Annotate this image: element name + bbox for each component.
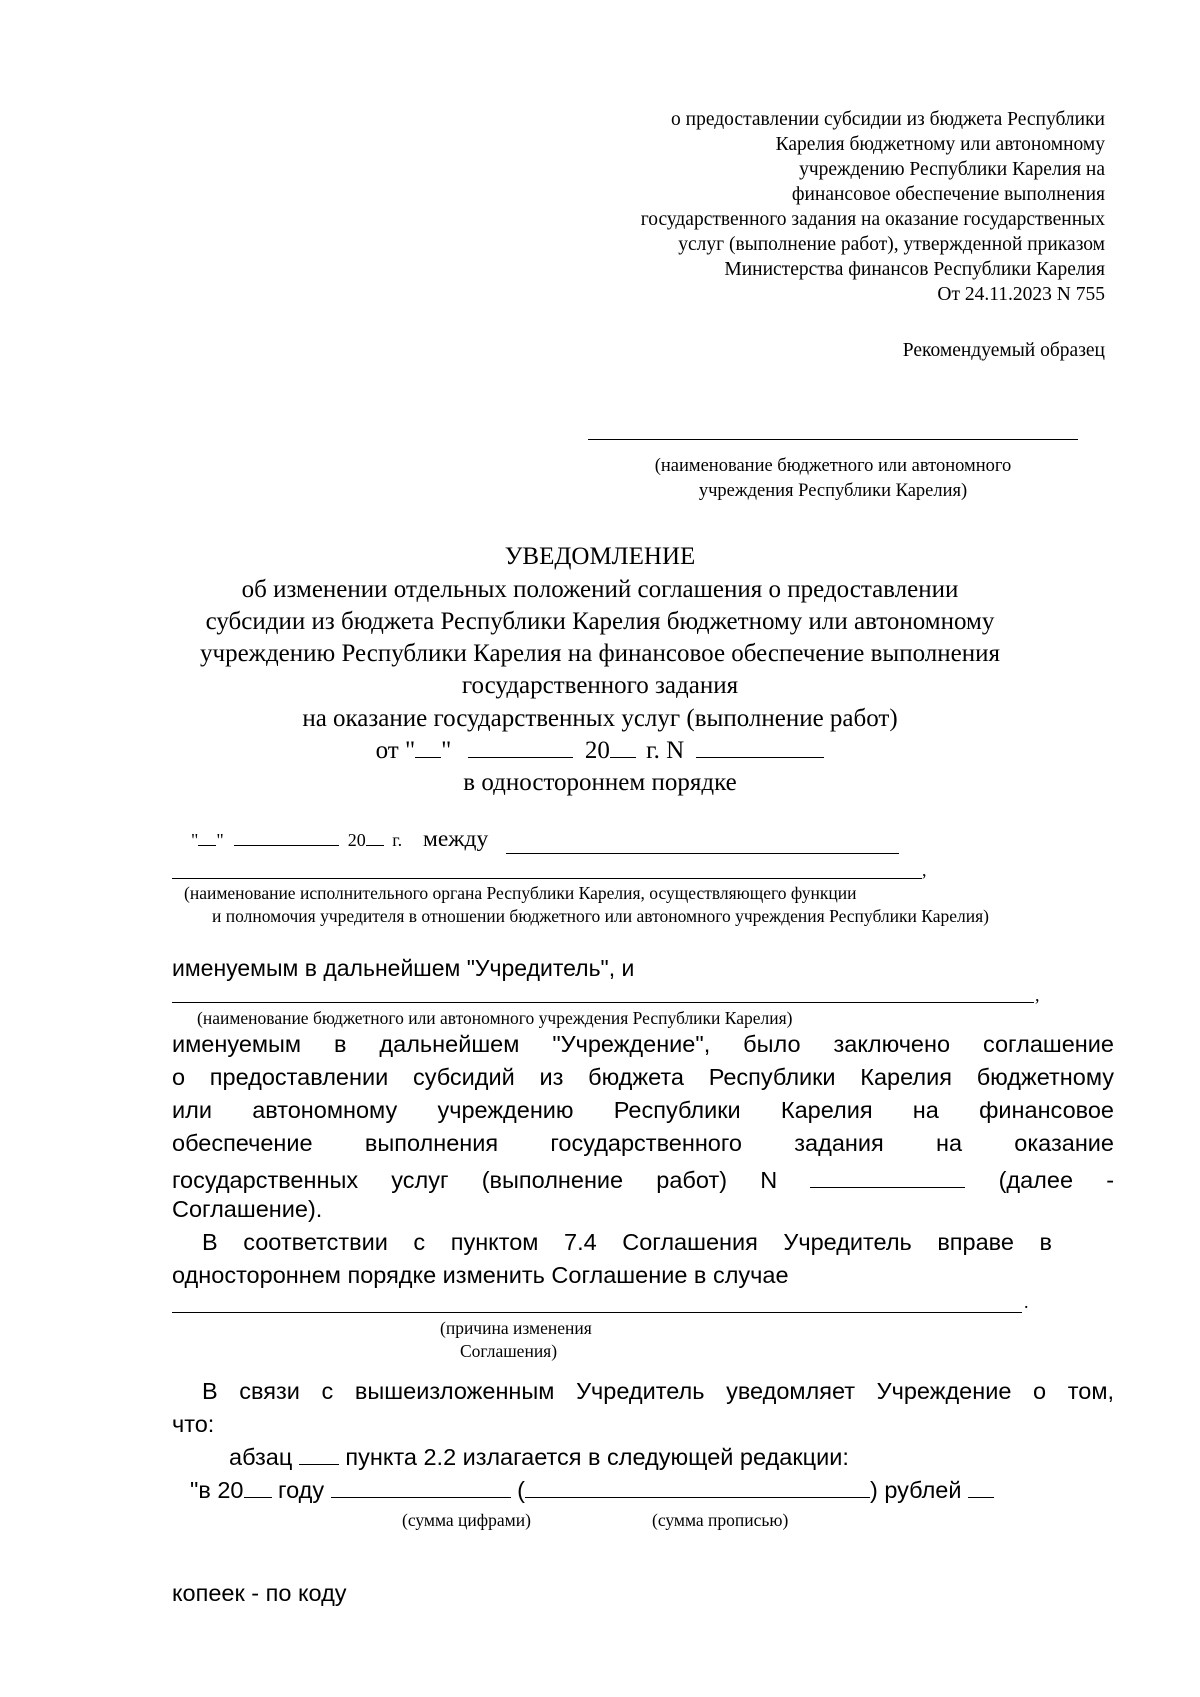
text: году [278, 1477, 325, 1503]
paragraph-line: В связи с вышеизложенным Учредитель уведомляет Учреждение о том, [202, 1378, 1114, 1404]
year-g: г. [392, 830, 403, 850]
kopeks-blank [968, 1477, 994, 1498]
text: рублей [884, 1477, 962, 1503]
amount-words-blank [525, 1477, 870, 1498]
title-line: об изменении отдельных положений соглашения о предоставлении [241, 576, 959, 603]
founder-caption: (наименование исполнительного органа Республики Карелия, осуществляющего функции [184, 883, 857, 903]
paragraph-line: Соглашение). [172, 1196, 323, 1222]
number-blank [696, 757, 824, 758]
date-prefix: от " [375, 737, 416, 764]
text: абзац [229, 1444, 293, 1470]
period: . [1024, 1292, 1029, 1312]
date-g-n: г. N [646, 737, 685, 764]
header-line: Министерства финансов Республики Карелия [724, 259, 1105, 280]
paragraph-line: или автономному учреждению Республики Карелия на финансовое [172, 1097, 1114, 1123]
comma: , [1035, 985, 1040, 1005]
amount-digits-caption: (сумма цифрами) [402, 1510, 531, 1530]
month-blank [468, 757, 573, 758]
comma: , [922, 860, 927, 880]
recommended-sample-label: Рекомендуемый образец [902, 340, 1105, 361]
reason-caption: Соглашения) [460, 1341, 558, 1361]
paragraph-line: обеспечение выполнения государственного задания на оказание [172, 1130, 1114, 1156]
header-line: финансовое обеспечение выполнения [791, 184, 1105, 205]
text: ) [870, 1477, 878, 1503]
header-line: услуг (выполнение работ), утвержденной приказом [678, 234, 1105, 255]
year: 20 [347, 830, 366, 850]
between-date-line [191, 830, 402, 851]
document-title: УВЕДОМЛЕНИЕ [504, 543, 696, 570]
paragraph-line: одностороннем порядке изменить Соглашение в случае [172, 1262, 789, 1288]
year-blank [366, 845, 384, 846]
text: (далее - [998, 1167, 1115, 1193]
title-line: учреждению Республики Карелия на финансовое обеспечение выполнения [200, 640, 1000, 667]
title-date-line [0, 735, 1200, 767]
title-line: на оказание государственных услуг (выполнение работ) [302, 705, 898, 732]
recipient-caption: учреждения Республики Карелия) [698, 481, 968, 501]
founder-name-line [506, 853, 899, 854]
day-blank [198, 845, 216, 846]
recipient-name-line [588, 439, 1078, 440]
header-line: От 24.11.2023 N 755 [937, 284, 1105, 305]
amount-digits-blank [331, 1477, 511, 1498]
reason-caption: (причина изменения [440, 1318, 592, 1338]
title-line: государственного задания [461, 672, 739, 699]
between-word: между [423, 826, 489, 852]
paragraph-line: что: [172, 1411, 215, 1437]
year-blank [610, 757, 636, 758]
reason-line [172, 1312, 1022, 1313]
day-blank [415, 757, 441, 758]
founder-text: именуемым в дальнейшем "Учредитель", и [172, 955, 635, 981]
quote: " [216, 830, 224, 850]
title-order: в одностороннем порядке [463, 769, 737, 796]
date-quote: " [441, 737, 452, 764]
amount-words-caption: (сумма прописью) [652, 1510, 789, 1530]
abzac-line [229, 1444, 849, 1471]
agreement-number-blank [810, 1163, 965, 1188]
words: государственных услуг (выполнение работ) N [172, 1167, 778, 1193]
paragraph-line: о предоставлении субсидий из бюджета Республики Карелия бюджетному [172, 1064, 1114, 1090]
year-blank [244, 1477, 272, 1498]
abzac-number-blank [299, 1444, 339, 1465]
founder-caption: и полномочия учредителя в отношении бюджетного или автономного учреждения Республики Карелия) [212, 906, 989, 926]
month-blank [234, 845, 339, 846]
header-line: учреждению Республики Карелия на [799, 159, 1105, 180]
institution-caption: (наименование бюджетного или автономного учреждения Республики Карелия) [197, 1008, 793, 1028]
text: ( [517, 1477, 525, 1503]
header-line: Карелия бюджетному или автономному [775, 134, 1105, 155]
title-line: субсидии из бюджета Республики Карелия бюджетному или автономному [205, 608, 995, 635]
founder-name-line-2 [172, 878, 922, 879]
header-line: государственного задания на оказание государственных [640, 209, 1105, 230]
date-year: 20 [584, 737, 610, 764]
institution-name-line [172, 1002, 1034, 1003]
paragraph-line: именуемым в дальнейшем "Учреждение", было заключено соглашение [172, 1031, 1114, 1057]
paragraph-line [172, 1163, 1114, 1194]
quote: " [191, 830, 199, 850]
text: "в 20 [190, 1477, 244, 1503]
header-line: о предоставлении субсидии из бюджета Республики [671, 109, 1105, 130]
paragraph-line: В соответствии с пунктом 7.4 Соглашения Учредитель вправе в [202, 1229, 1052, 1255]
recipient-caption: (наименование бюджетного или автономного [654, 456, 1012, 476]
text: пункта 2.2 излагается в следующей редакции: [345, 1444, 849, 1470]
amount-line [190, 1477, 994, 1504]
kopeks-line: копеек - по коду [172, 1580, 347, 1606]
